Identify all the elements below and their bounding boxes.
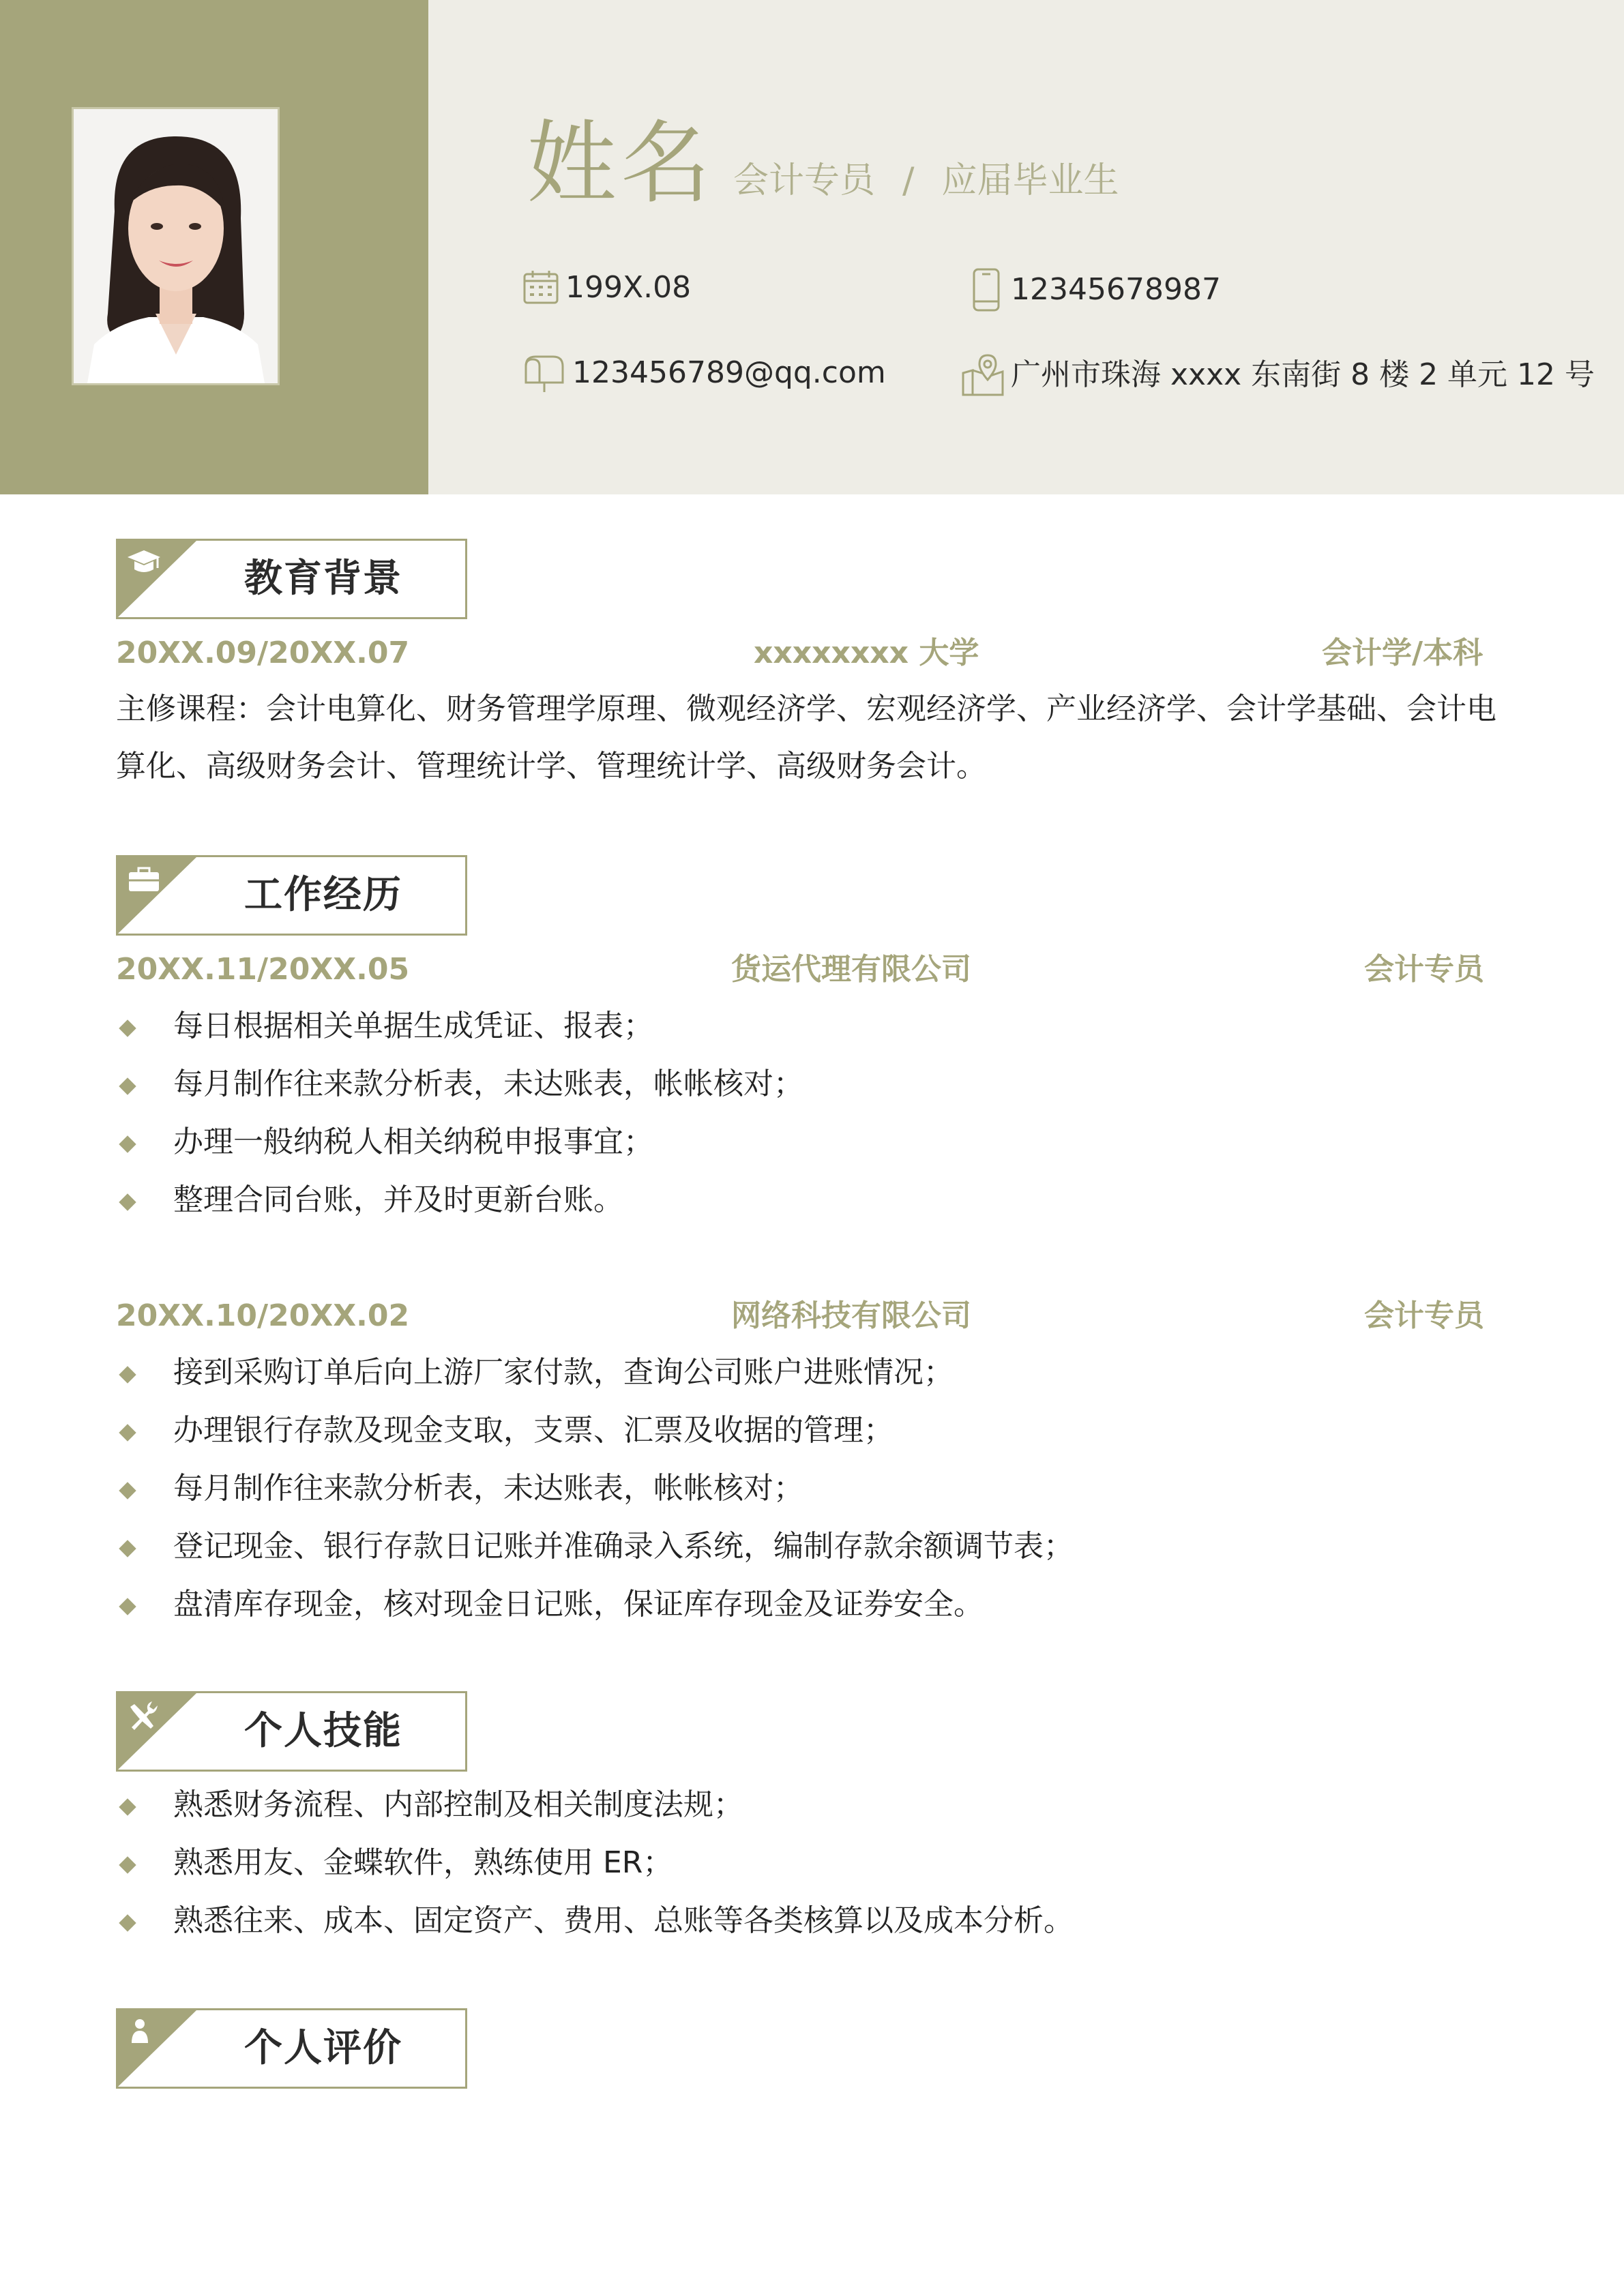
job-1-company: 货运代理有限公司 — [731, 952, 971, 987]
job-separator: / — [902, 160, 915, 201]
job-1-date: 20XX.11/20XX.05 — [116, 952, 410, 987]
list-item — [116, 1113, 803, 1171]
candidate-status: 应届毕业生 — [941, 160, 1119, 201]
calendar-icon — [522, 269, 560, 307]
section-title: 教育背景 — [244, 556, 402, 601]
list-item — [116, 1401, 1074, 1459]
diamond-bullet-icon — [119, 1135, 136, 1152]
education-courses: 主修课程：会计电算化、财务管理学原理、微观经济学、宏观经济学、产业经济学、会计学基础、会计电算化、高级财务会计、管理统计学、管理统计学、高级财务会计。 — [116, 691, 1496, 784]
contact-birth — [522, 267, 691, 308]
job-2-company: 网络科技有限公司 — [731, 1298, 971, 1333]
portrait-image — [74, 109, 278, 383]
diamond-bullet-icon — [119, 1424, 136, 1441]
education-date: 20XX.09/20XX.07 — [116, 636, 410, 670]
list-item — [116, 1834, 1074, 1892]
diamond-bullet-icon — [119, 1193, 136, 1210]
list-item — [116, 1517, 1074, 1575]
job-2-role: 会计专员 — [1364, 1298, 1484, 1333]
list-item-text: 办理银行存款及现金支取，支票、汇票及收据的管理； — [173, 1413, 894, 1448]
list-item — [116, 1892, 1074, 1950]
tools-icon — [125, 1699, 163, 1734]
briefcase-icon — [125, 863, 163, 895]
list-item-text: 办理一般纳税人相关纳税申报事宜； — [173, 1124, 653, 1159]
mailbox-icon — [522, 353, 567, 393]
job-2-duties — [116, 1343, 1074, 1633]
profile-photo — [72, 107, 280, 385]
list-item — [116, 997, 803, 1055]
section-heading-evaluation — [116, 2008, 467, 2089]
list-item — [116, 1575, 1074, 1633]
diamond-bullet-icon — [119, 1598, 136, 1615]
list-item — [116, 1343, 1074, 1401]
section-title: 工作经历 — [244, 873, 402, 917]
list-item-text: 每月制作往来款分析表，未达账表，帐帐核对； — [173, 1067, 803, 1101]
list-item-text: 整理合同台账，并及时更新台账。 — [173, 1182, 623, 1217]
list-item-text: 熟悉用友、金蝶软件，熟练使用 ER； — [173, 1845, 673, 1880]
diamond-bullet-icon — [119, 1798, 136, 1815]
list-item-text: 每日根据相关单据生成凭证、报表； — [173, 1009, 653, 1043]
diamond-bullet-icon — [119, 1366, 136, 1383]
job-2-date: 20XX.10/20XX.02 — [116, 1298, 410, 1333]
section-heading-skills — [116, 1691, 467, 1772]
job-1-role: 会计专员 — [1364, 952, 1484, 987]
diamond-bullet-icon — [119, 1914, 136, 1931]
list-item-text: 接到采购订单后向上游厂家付款，查询公司账户进账情况； — [173, 1355, 954, 1390]
list-item-text: 登记现金、银行存款日记账并准确录入系统，编制存款余额调节表； — [173, 1529, 1074, 1564]
education-school: xxxxxxxx 大学 — [754, 636, 979, 670]
phone-number: 12345678987 — [1011, 272, 1221, 307]
graduation-cap-icon — [125, 546, 163, 579]
section-title: 个人评价 — [244, 2026, 402, 2070]
list-item-text: 熟悉财务流程、内部控制及相关制度法规； — [173, 1787, 743, 1822]
list-item-text: 盘清库存现金，核对现金日记账，保证库存现金及证券安全。 — [173, 1587, 984, 1622]
list-item — [116, 1459, 1074, 1517]
diamond-bullet-icon — [119, 1856, 136, 1873]
diamond-bullet-icon — [119, 1482, 136, 1499]
education-major: 会计学/本科 — [1322, 636, 1483, 670]
home-address: 广州市珠海 xxxx 东南街 8 楼 2 单元 12 号 — [1011, 357, 1595, 392]
candidate-name: 姓名 — [527, 111, 715, 216]
diamond-bullet-icon — [119, 1540, 136, 1557]
contact-address — [960, 353, 1595, 398]
contact-email — [522, 353, 886, 393]
section-title: 个人技能 — [244, 1709, 402, 1753]
job-target — [733, 157, 1119, 205]
map-location-icon — [960, 353, 1005, 398]
header-info-panel — [428, 0, 1624, 494]
job-position: 会计专员 — [733, 160, 876, 201]
diamond-bullet-icon — [119, 1019, 136, 1037]
list-item — [116, 1776, 1074, 1834]
email-address: 123456789@qq.com — [572, 355, 886, 390]
birth-date: 199X.08 — [565, 270, 692, 305]
contact-phone — [967, 267, 1221, 312]
list-item — [116, 1171, 803, 1229]
list-item — [116, 1055, 803, 1113]
mobile-phone-icon — [967, 267, 1005, 312]
skills-list — [116, 1776, 1074, 1950]
list-item-text: 每月制作往来款分析表，未达账表，帐帐核对； — [173, 1471, 803, 1506]
list-item-text: 熟悉往来、成本、固定资产、费用、总账等各类核算以及成本分析。 — [173, 1903, 1074, 1938]
section-heading-education — [116, 539, 467, 619]
section-heading-work — [116, 855, 467, 936]
person-icon — [125, 2016, 163, 2048]
job-1-duties — [116, 997, 803, 1229]
diamond-bullet-icon — [119, 1077, 136, 1094]
